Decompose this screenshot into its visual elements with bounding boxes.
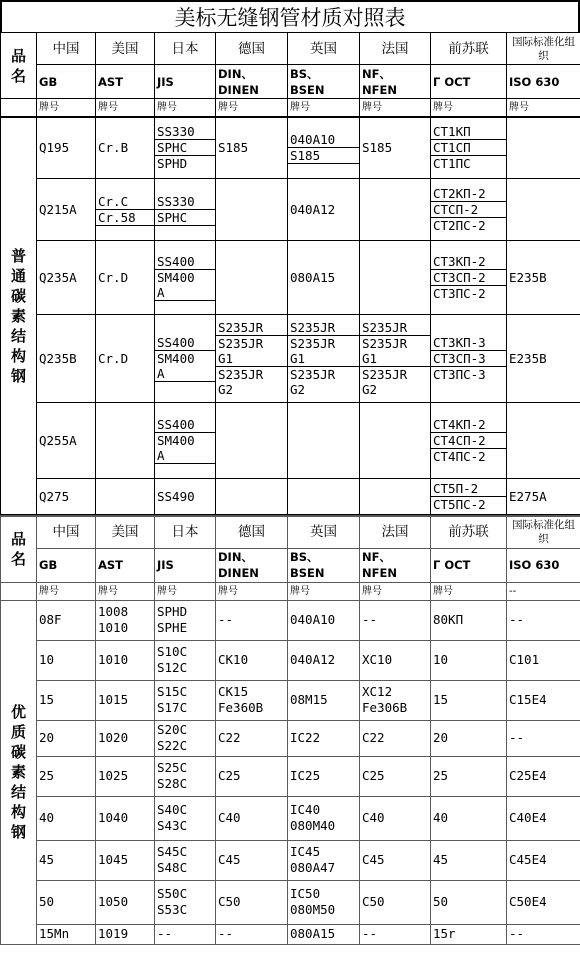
grade-stack xyxy=(155,124,215,171)
header-row-country xyxy=(1,33,580,65)
grade-cell: 20 xyxy=(37,720,96,756)
grade-cell: 080A15 xyxy=(288,924,360,944)
grade-cell-jp: SS490 xyxy=(155,479,216,515)
grade-label: 牌号 xyxy=(360,99,431,117)
header-row-country xyxy=(1,516,580,548)
country-header: 法国 xyxy=(360,516,431,548)
country-header: 英国 xyxy=(288,33,360,65)
grade-cell: C40 xyxy=(360,796,431,840)
grade-cell: S50C S53C xyxy=(155,880,216,924)
grade-stack xyxy=(288,132,359,164)
grade-cell-uk: 080A15 xyxy=(288,241,360,315)
grade-label: 牌号 xyxy=(96,99,155,117)
grade-value: SS400 xyxy=(157,254,195,269)
table-row xyxy=(1,680,580,720)
grade-cell: IC22 xyxy=(288,720,360,756)
grade-cell: XC12 Fe306B xyxy=(360,680,431,720)
grade-cell: -- xyxy=(360,600,431,640)
grade-stack xyxy=(431,481,506,512)
standard-code: AST xyxy=(96,548,155,582)
grade-value: SM400 A xyxy=(155,432,215,463)
grade-value: Cr.58 xyxy=(96,209,154,225)
country-header: 国际标准化组织 xyxy=(507,516,580,548)
grade-label: 牌号 xyxy=(37,99,96,117)
grade-value xyxy=(155,463,215,464)
grade-cell: 08M15 xyxy=(288,680,360,720)
table-row xyxy=(1,600,580,640)
grade-cell-ru xyxy=(431,117,507,179)
grade-cell-de xyxy=(216,179,288,241)
grade-value: CT5П-2 xyxy=(433,481,479,496)
grade-label: 牌号 xyxy=(155,582,216,600)
grade-cell: 45 xyxy=(37,840,96,880)
grade-value: SM400 A xyxy=(155,269,215,300)
grade-cell: 15Mn xyxy=(37,924,96,944)
grade-value: SPHC xyxy=(155,209,215,225)
grade-cell: 1050 xyxy=(96,880,155,924)
grade-cell-uk xyxy=(288,403,360,479)
grade-cell-uk xyxy=(288,315,360,403)
grade-value: CT1ПC xyxy=(431,155,506,171)
grade-value: CT3KП-3 xyxy=(433,335,486,350)
grade-value: S235JR G2 xyxy=(288,366,359,397)
grade-cell: S15C S17C xyxy=(155,680,216,720)
grade-cell: C22 xyxy=(216,720,288,756)
grade-value: CT3ПC-2 xyxy=(431,285,506,301)
table-row xyxy=(1,880,580,924)
grade-cell: 1019 xyxy=(96,924,155,944)
country-header: 日本 xyxy=(155,516,216,548)
grade-cell-iso xyxy=(507,179,580,241)
grade-cell: C50 xyxy=(360,880,431,924)
grade-cell: C22 xyxy=(360,720,431,756)
grade-cell: 1045 xyxy=(96,840,155,880)
grade-group-row xyxy=(1,315,580,403)
grade-cell: C15E4 xyxy=(507,680,580,720)
grade-cell-fr xyxy=(360,315,431,403)
grade-cell: -- xyxy=(360,924,431,944)
grade-cell-de xyxy=(216,315,288,403)
grade-value xyxy=(155,381,215,382)
grade-cell: C50 xyxy=(216,880,288,924)
grade-cell: C40 xyxy=(216,796,288,840)
document-title: 美标无缝钢管材质对照表 xyxy=(0,0,580,32)
standard-code: NF、 NFEN xyxy=(360,65,431,99)
grade-value: SS330 xyxy=(157,124,195,140)
grade-cell-de: S185 xyxy=(216,117,288,179)
grade-cell-cn: Q195 xyxy=(37,117,96,179)
grade-label: 牌号 xyxy=(216,99,288,117)
grade-cell: -- xyxy=(507,924,580,944)
grade-value: S235JR G2 xyxy=(216,366,287,397)
table-row xyxy=(1,756,580,796)
grade-label: 牌号 xyxy=(507,99,580,117)
grade-value: CT2ПC-2 xyxy=(431,217,506,233)
grade-cell: C50E4 xyxy=(507,880,580,924)
grade-cell-jp xyxy=(155,117,216,179)
grade-cell: S45C S48C xyxy=(155,840,216,880)
standard-code: AST xyxy=(96,65,155,99)
grade-cell: 10 xyxy=(431,640,507,680)
grade-stack xyxy=(431,124,506,171)
grade-stack xyxy=(96,194,154,226)
country-header: 德国 xyxy=(216,33,288,65)
grade-cell: IC25 xyxy=(288,756,360,796)
grade-cell-uk xyxy=(288,479,360,515)
standard-code: BS、 BSEN xyxy=(288,65,360,99)
grade-cell-fr: S185 xyxy=(360,117,431,179)
grade-cell: C25 xyxy=(360,756,431,796)
grade-label: -- xyxy=(507,582,580,600)
grade-cell: 1020 xyxy=(96,720,155,756)
grade-cell-fr xyxy=(360,403,431,479)
grade-cell: S10C S12C xyxy=(155,640,216,680)
grade-cell-us: Cr.D xyxy=(96,241,155,315)
grade-cell: 040A10 xyxy=(288,600,360,640)
grade-cell-jp xyxy=(155,403,216,479)
grade-cell-iso: E235B xyxy=(507,315,580,403)
grade-cell: S40C S43C xyxy=(155,796,216,840)
grade-label: 牌号 xyxy=(431,99,507,117)
country-header: 英国 xyxy=(288,516,360,548)
grade-cell-iso xyxy=(507,117,580,179)
table-row xyxy=(1,640,580,680)
country-header: 前苏联 xyxy=(431,33,507,65)
country-header: 美国 xyxy=(96,33,155,65)
grade-cell: 1040 xyxy=(96,796,155,840)
grade-group-row xyxy=(1,403,580,479)
grade-cell: C45 xyxy=(360,840,431,880)
grade-cell-de xyxy=(216,403,288,479)
grade-group-row xyxy=(1,479,580,515)
grade-group-row xyxy=(1,179,580,241)
standard-code: ISO 630 xyxy=(507,548,580,582)
grade-cell-us xyxy=(96,179,155,241)
grade-value: SPHD xyxy=(155,155,215,171)
grade-label: 牌号 xyxy=(288,99,360,117)
grade-cell-jp xyxy=(155,179,216,241)
grade-cell: 20 xyxy=(431,720,507,756)
grade-cell-fr xyxy=(360,241,431,315)
grade-cell-us: Cr.B xyxy=(96,117,155,179)
country-header: 法国 xyxy=(360,33,431,65)
grade-value: S235JR xyxy=(218,320,264,335)
country-header: 中国 xyxy=(37,33,96,65)
grade-cell-ru xyxy=(431,403,507,479)
standard-code: BS、 BSEN xyxy=(288,548,360,582)
grade-label: 牌号 xyxy=(360,582,431,600)
grade-cell: 25 xyxy=(37,756,96,796)
grade-cell: 1015 xyxy=(96,680,155,720)
grade-value: SS400 xyxy=(157,417,195,432)
grade-cell: 25 xyxy=(431,756,507,796)
country-header: 美国 xyxy=(96,516,155,548)
header-row-grade xyxy=(1,582,580,600)
grade-cell-ru xyxy=(431,241,507,315)
grade-cell-us xyxy=(96,403,155,479)
standard-code: GB xyxy=(37,65,96,99)
grade-cell-uk: 040A12 xyxy=(288,179,360,241)
table-row xyxy=(1,840,580,880)
section-label: 优 质 碳 素 结 构 钢 xyxy=(1,600,37,944)
grade-cell: 45 xyxy=(431,840,507,880)
grade-label: 牌号 xyxy=(288,582,360,600)
grade-cell: C45 xyxy=(216,840,288,880)
grade-label: 牌号 xyxy=(431,582,507,600)
grade-cell-iso: E235B xyxy=(507,241,580,315)
standard-code: DIN、 DINEN xyxy=(216,548,288,582)
grade-value: SS330 xyxy=(157,193,195,209)
grade-stack xyxy=(155,194,215,226)
grade-cell-cn: Q235B xyxy=(37,315,96,403)
grade-cell-iso xyxy=(507,403,580,479)
product-name-label: 品 名 xyxy=(1,516,37,582)
grade-cell: 1008 1010 xyxy=(96,600,155,640)
grade-cell: SPHD SPHE xyxy=(155,600,216,640)
grade-cell-jp xyxy=(155,315,216,403)
blank-cell xyxy=(1,582,37,600)
grade-stack xyxy=(360,320,430,397)
grade-cell: 15r xyxy=(431,924,507,944)
header-row-standard xyxy=(1,548,580,582)
grade-cell: 040A12 xyxy=(288,640,360,680)
grade-label: 牌号 xyxy=(37,582,96,600)
grade-cell: -- xyxy=(216,924,288,944)
country-header: 中国 xyxy=(37,516,96,548)
grade-value: CT4ПC-2 xyxy=(431,448,506,464)
grade-cell: IC50 080M50 xyxy=(288,880,360,924)
grade-cell: S20C S22C xyxy=(155,720,216,756)
grade-cell: 1025 xyxy=(96,756,155,796)
grade-cell-fr xyxy=(360,479,431,515)
grade-cell-cn: Q235A xyxy=(37,241,96,315)
grade-value: CT2KП-2 xyxy=(433,186,486,201)
product-name-label: 品 名 xyxy=(1,33,37,99)
standard-code: DIN、 DINEN xyxy=(216,65,288,99)
grade-cell-fr xyxy=(360,179,431,241)
grade-value: CT4CП-2 xyxy=(431,432,506,448)
grade-cell-cn: Q275 xyxy=(37,479,96,515)
grade-value xyxy=(155,225,215,226)
grade-label: 牌号 xyxy=(155,99,216,117)
country-header: 前苏联 xyxy=(431,516,507,548)
grade-value: CT3ПC-3 xyxy=(431,366,506,382)
grade-value: CT3KП-2 xyxy=(433,254,486,269)
grade-value: 040A10 xyxy=(290,131,336,147)
grade-value: SS400 xyxy=(157,335,195,350)
grade-value: SPHC xyxy=(155,139,215,155)
grade-cell: -- xyxy=(155,924,216,944)
table-quality-carbon xyxy=(0,515,580,945)
grade-cell: 15 xyxy=(37,680,96,720)
table-row xyxy=(1,796,580,840)
country-header: 日本 xyxy=(155,33,216,65)
grade-cell-ru xyxy=(431,179,507,241)
grade-cell: 80KП xyxy=(431,600,507,640)
standard-code: ISO 630 xyxy=(507,65,580,99)
header-row-standard xyxy=(1,65,580,99)
grade-cell: -- xyxy=(216,600,288,640)
grade-cell-de xyxy=(216,241,288,315)
standard-code: GB xyxy=(37,548,96,582)
grade-label: 牌号 xyxy=(216,582,288,600)
grade-value: S235JR xyxy=(362,320,408,335)
grade-cell: -- xyxy=(507,600,580,640)
grade-cell: CK15 Fe360B xyxy=(216,680,288,720)
grade-stack xyxy=(431,254,506,301)
standard-code: NF、 NFEN xyxy=(360,548,431,582)
grade-value: CT3CП-2 xyxy=(431,269,506,285)
grade-cell: IC45 080A47 xyxy=(288,840,360,880)
grade-cell-cn: Q215A xyxy=(37,179,96,241)
grade-value: S235JR G1 xyxy=(216,335,287,366)
grade-cell-de xyxy=(216,479,288,515)
grade-value: Cr.C xyxy=(98,193,129,209)
grade-cell: C25E4 xyxy=(507,756,580,796)
grade-label: 牌号 xyxy=(96,582,155,600)
grade-cell: 50 xyxy=(37,880,96,924)
grade-value: CT1CП xyxy=(431,139,506,155)
grade-cell-uk xyxy=(288,117,360,179)
grade-cell-ru xyxy=(431,479,507,515)
table-row xyxy=(1,924,580,944)
header-row-grade xyxy=(1,99,580,117)
grade-cell: C101 xyxy=(507,640,580,680)
grade-cell-ru xyxy=(431,315,507,403)
country-header: 德国 xyxy=(216,516,288,548)
grade-value: CT5ПC-2 xyxy=(431,496,506,512)
grade-value xyxy=(96,225,154,226)
grade-cell: 08F xyxy=(37,600,96,640)
grade-value: S185 xyxy=(288,147,359,163)
grade-cell: 15 xyxy=(431,680,507,720)
grade-stack xyxy=(155,254,215,301)
grade-value: S235JR G1 xyxy=(360,335,430,366)
grade-stack xyxy=(155,335,215,382)
grade-cell: CK10 xyxy=(216,640,288,680)
grade-cell: 50 xyxy=(431,880,507,924)
grade-cell-us: Cr.D xyxy=(96,315,155,403)
grade-group-row xyxy=(1,241,580,315)
grade-cell: C45E4 xyxy=(507,840,580,880)
standard-code: JIS xyxy=(155,65,216,99)
grade-cell: 10 xyxy=(37,640,96,680)
grade-stack xyxy=(431,335,506,382)
grade-cell: -- xyxy=(507,720,580,756)
grade-stack xyxy=(431,186,506,233)
grade-stack xyxy=(216,320,287,397)
standard-code: Γ OCT xyxy=(431,65,507,99)
blank-cell xyxy=(1,99,37,117)
grade-cell: 1010 xyxy=(96,640,155,680)
standard-code: Γ OCT xyxy=(431,548,507,582)
grade-value: CT3CП-3 xyxy=(431,350,506,366)
grade-cell-iso: E275A xyxy=(507,479,580,515)
grade-value xyxy=(288,163,359,164)
grade-cell: C25 xyxy=(216,756,288,796)
grade-value: S235JR G2 xyxy=(360,366,430,397)
grade-value: CT1KП xyxy=(433,124,471,140)
grade-cell-us xyxy=(96,479,155,515)
grade-value: SM400 A xyxy=(155,350,215,381)
grade-cell: 40 xyxy=(431,796,507,840)
grade-value: S235JR xyxy=(290,320,336,335)
section-label: 普 通 碳 素 结 构 钢 xyxy=(1,117,37,515)
grade-cell-cn: Q255A xyxy=(37,403,96,479)
grade-cell: S25C S28C xyxy=(155,756,216,796)
grade-value: S235JR G1 xyxy=(288,335,359,366)
table-carbon-structural xyxy=(0,32,580,515)
grade-group-row xyxy=(1,117,580,179)
grade-stack xyxy=(288,320,359,397)
grade-cell: IC40 080M40 xyxy=(288,796,360,840)
grade-value: CT4KП-2 xyxy=(433,417,486,432)
grade-value xyxy=(155,300,215,301)
standard-code: JIS xyxy=(155,548,216,582)
grade-cell: XC10 xyxy=(360,640,431,680)
grade-stack xyxy=(431,417,506,464)
country-header: 国际标准化组织 xyxy=(507,33,580,65)
grade-cell: 40 xyxy=(37,796,96,840)
grade-cell: C40E4 xyxy=(507,796,580,840)
table-row xyxy=(1,720,580,756)
grade-cell-jp xyxy=(155,241,216,315)
grade-stack xyxy=(155,417,215,464)
grade-value: CTCП-2 xyxy=(431,201,506,217)
